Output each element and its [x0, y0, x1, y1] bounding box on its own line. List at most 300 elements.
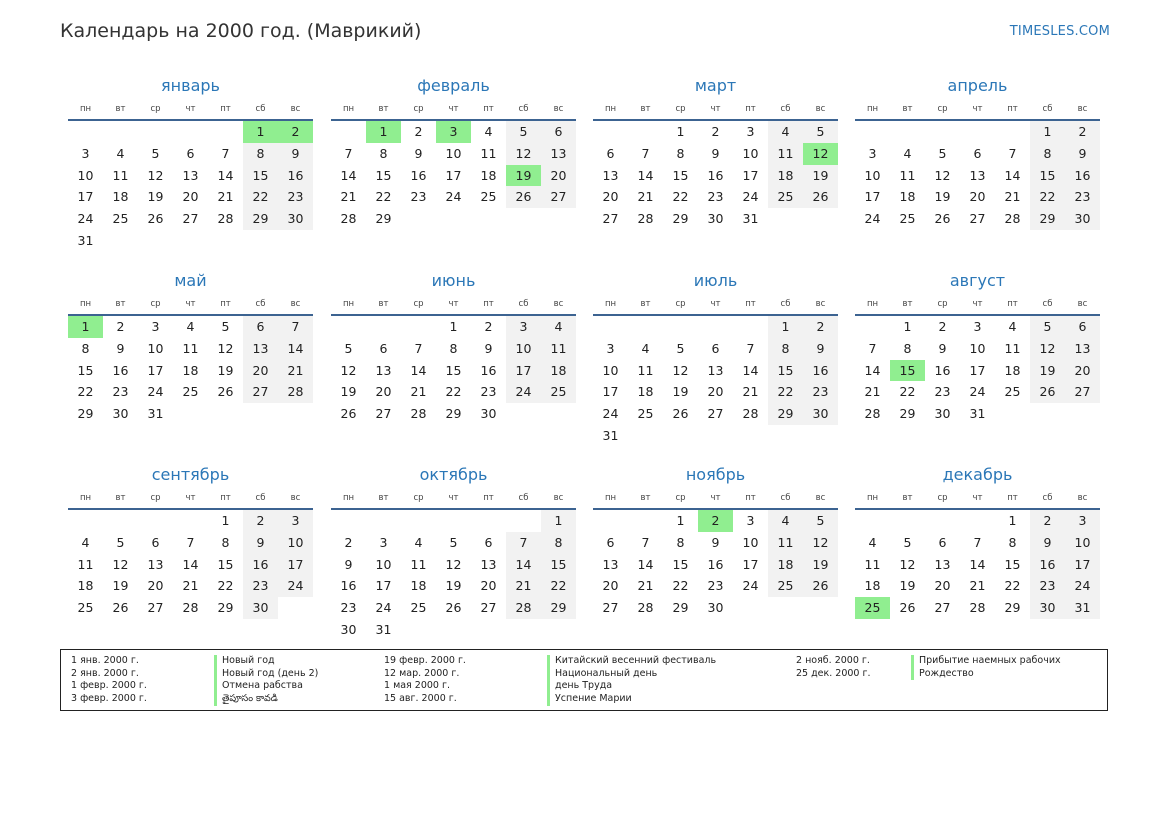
day-cell: 18 [410, 578, 427, 594]
day-cell: 13 [602, 167, 619, 183]
weekday-label: вс [553, 493, 564, 503]
day-cell: 3 [151, 319, 160, 334]
weekday-label: пт [745, 493, 756, 503]
day-cell: 22 [1030, 186, 1065, 208]
empty-cell [890, 121, 925, 143]
day-cell: 8 [379, 145, 388, 161]
day-cell: 2 [711, 124, 720, 139]
empty-cell [890, 510, 925, 532]
month-7 [855, 268, 1100, 425]
day-cell: 9 [344, 556, 353, 572]
legend-date: 15 авг. 2000 г. [384, 693, 457, 705]
weekday-label: сб [780, 104, 791, 114]
day-cell: 28 [340, 211, 357, 227]
weekday-label: сб [255, 104, 266, 114]
day-cell: 16 [112, 362, 129, 378]
day-cell: 29 [541, 597, 576, 619]
weekday-label: пт [1007, 299, 1018, 309]
empty-cell [173, 121, 208, 143]
weekday-label: чт [185, 299, 196, 309]
day-cell: 7 [641, 534, 650, 550]
day-cell: 19 [1030, 360, 1065, 382]
day-cell: 28 [864, 406, 881, 422]
day-cell: 12 [147, 167, 164, 183]
weekday-label: пн [866, 299, 879, 309]
day-cell: 19 [340, 384, 357, 400]
legend-holiday-name: Китайский весенний фестиваль [547, 655, 716, 668]
weekday-label: пт [483, 299, 494, 309]
month-1 [331, 73, 576, 230]
day-cell: 4 [186, 319, 195, 334]
day-cell: 6 [484, 534, 493, 550]
day-cell: 12 [340, 362, 357, 378]
month-4 [68, 268, 313, 425]
day-cell: 11 [1004, 340, 1021, 356]
day-cell: 31 [969, 406, 986, 422]
day-cell: 7 [186, 534, 195, 550]
day-cell: 24 [278, 575, 313, 597]
weekday-label: вт [640, 493, 651, 503]
day-cell: 2 [1030, 510, 1065, 532]
legend-holiday-name: Новый год [214, 655, 318, 668]
day-cell: 10 [506, 338, 541, 360]
empty-cell [331, 316, 366, 338]
day-cell: 28 [1004, 211, 1021, 227]
day-cell: 21 [969, 578, 986, 594]
day-cell: 22 [1004, 578, 1021, 594]
day-cell: 13 [541, 143, 576, 165]
day-cell: 31 [77, 232, 94, 248]
day-cell: 20 [602, 578, 619, 594]
day-grid [331, 316, 576, 425]
legend-date: 2 янв. 2000 г. [71, 667, 139, 679]
day-cell: 17 [742, 167, 759, 183]
weekday-label: ср [675, 299, 686, 309]
empty-cell [401, 510, 436, 532]
day-cell: 18 [637, 384, 654, 400]
weekday-header [855, 292, 1100, 316]
day-cell: 29 [768, 403, 803, 425]
site-link[interactable]: TIMESLES.COM [1009, 24, 1110, 39]
day-cell: 19 [899, 578, 916, 594]
day-cell: 31 [147, 406, 164, 422]
day-cell: 13 [375, 362, 392, 378]
legend-date: 25 дек. 2000 г. [796, 667, 871, 679]
day-cell: 12 [217, 340, 234, 356]
empty-cell [855, 121, 890, 143]
legend-holiday-name: Прибытие наемных рабочих [911, 655, 1061, 668]
day-cell: 10 [445, 145, 462, 161]
day-cell: 27 [243, 381, 278, 403]
day-cell: 3 [278, 510, 313, 532]
day-cell: 20 [969, 189, 986, 205]
day-cell: 7 [506, 532, 541, 554]
day-cell: 9 [116, 340, 125, 356]
weekday-label: сб [518, 493, 529, 503]
weekday-label: чт [448, 299, 459, 309]
day-cell: 13 [1065, 338, 1100, 360]
empty-cell [925, 121, 960, 143]
day-grid [855, 316, 1100, 425]
legend-names-column [911, 655, 1061, 680]
day-cell: 17 [375, 578, 392, 594]
day-cell: 9 [711, 145, 720, 161]
day-cell: 25 [768, 575, 803, 597]
day-cell: 24 [742, 578, 759, 594]
holiday-day-cell: 1 [366, 121, 401, 143]
empty-cell [628, 316, 663, 338]
weekday-label: пн [604, 299, 617, 309]
day-cell: 5 [938, 145, 947, 161]
day-cell: 4 [641, 340, 650, 356]
day-cell: 31 [375, 621, 392, 637]
day-cell: 14 [1004, 167, 1021, 183]
day-cell: 13 [480, 556, 497, 572]
weekday-header [593, 486, 838, 510]
day-grid [855, 510, 1100, 619]
day-cell: 6 [711, 340, 720, 356]
month-5 [331, 268, 576, 425]
day-cell: 21 [340, 189, 357, 205]
day-cell: 25 [182, 384, 199, 400]
day-cell: 8 [676, 534, 685, 550]
weekday-label: ср [413, 299, 424, 309]
day-cell: 7 [1008, 145, 1017, 161]
day-cell: 14 [182, 556, 199, 572]
day-cell: 17 [864, 189, 881, 205]
weekday-label: вс [815, 104, 826, 114]
day-cell: 6 [973, 145, 982, 161]
day-cell: 16 [243, 554, 278, 576]
legend-date: 1 мая 2000 г. [384, 680, 450, 692]
day-cell: 21 [410, 384, 427, 400]
empty-cell [208, 121, 243, 143]
weekday-label: пн [79, 493, 92, 503]
day-cell: 2 [344, 534, 353, 550]
day-cell: 15 [672, 167, 689, 183]
day-cell: 18 [182, 362, 199, 378]
weekday-label: пн [342, 493, 355, 503]
day-cell: 30 [707, 600, 724, 616]
day-cell: 14 [278, 338, 313, 360]
weekday-label: ср [413, 104, 424, 114]
day-cell: 27 [969, 211, 986, 227]
holiday-day-cell: 1 [243, 121, 278, 143]
day-cell: 12 [803, 532, 838, 554]
day-cell: 8 [243, 143, 278, 165]
day-cell: 30 [340, 621, 357, 637]
day-cell: 22 [217, 578, 234, 594]
weekday-label: вс [553, 299, 564, 309]
day-cell: 30 [480, 406, 497, 422]
day-cell: 4 [541, 316, 576, 338]
day-cell: 15 [672, 556, 689, 572]
day-cell: 19 [672, 384, 689, 400]
day-cell: 1 [1008, 513, 1017, 528]
day-cell: 24 [969, 384, 986, 400]
month-name: май [174, 271, 207, 290]
day-cell: 9 [711, 534, 720, 550]
day-cell: 13 [243, 338, 278, 360]
legend-holiday-name: Национальный день [547, 668, 716, 681]
day-cell: 17 [969, 362, 986, 378]
weekday-label: ср [413, 493, 424, 503]
legend-date: 3 февр. 2000 г. [71, 693, 147, 705]
day-cell: 26 [340, 406, 357, 422]
weekday-header [855, 97, 1100, 121]
day-cell: 8 [449, 340, 458, 356]
day-cell: 24 [375, 600, 392, 616]
legend-date: 1 янв. 2000 г. [71, 655, 139, 666]
weekday-label: сб [780, 493, 791, 503]
day-cell: 4 [81, 534, 90, 550]
empty-cell [366, 316, 401, 338]
weekday-label: пт [220, 104, 231, 114]
day-cell: 10 [742, 145, 759, 161]
legend-names-column [547, 655, 716, 706]
day-cell: 11 [768, 532, 803, 554]
weekday-label: чт [972, 493, 983, 503]
weekday-label: вс [1077, 104, 1088, 114]
legend-holiday-name: Рождество [911, 668, 1061, 681]
day-cell: 27 [602, 600, 619, 616]
empty-cell [401, 316, 436, 338]
day-cell: 24 [147, 384, 164, 400]
empty-cell [68, 121, 103, 143]
holiday-day-cell: 25 [855, 597, 890, 619]
day-cell: 11 [768, 143, 803, 165]
weekday-label: вс [290, 493, 301, 503]
day-cell: 18 [768, 554, 803, 576]
day-cell: 6 [186, 145, 195, 161]
day-cell: 5 [903, 534, 912, 550]
day-cell: 20 [243, 360, 278, 382]
empty-cell [855, 510, 890, 532]
day-cell: 2 [243, 510, 278, 532]
weekday-header [68, 97, 313, 121]
day-cell: 10 [375, 556, 392, 572]
day-cell: 13 [147, 556, 164, 572]
weekday-label: вт [378, 493, 389, 503]
weekday-header [68, 486, 313, 510]
day-cell: 8 [768, 338, 803, 360]
weekday-label: чт [448, 104, 459, 114]
day-cell: 19 [112, 578, 129, 594]
day-cell: 26 [899, 600, 916, 616]
weekday-label: вс [815, 493, 826, 503]
day-cell: 21 [217, 189, 234, 205]
day-cell: 12 [506, 143, 541, 165]
holiday-day-cell: 3 [436, 121, 471, 143]
day-cell: 6 [541, 121, 576, 143]
day-cell: 8 [221, 534, 230, 550]
month-9 [331, 462, 576, 641]
day-cell: 27 [1065, 381, 1100, 403]
day-cell: 12 [445, 556, 462, 572]
empty-cell [960, 510, 995, 532]
day-cell: 1 [541, 510, 576, 532]
weekday-label: пт [745, 104, 756, 114]
day-cell: 28 [742, 406, 759, 422]
weekday-label: вт [115, 299, 126, 309]
day-cell: 19 [217, 362, 234, 378]
day-cell: 7 [973, 534, 982, 550]
day-cell: 5 [221, 319, 230, 334]
day-cell: 16 [707, 556, 724, 572]
day-cell: 27 [707, 406, 724, 422]
day-cell: 17 [742, 556, 759, 572]
weekday-label: ср [675, 493, 686, 503]
day-cell: 14 [410, 362, 427, 378]
day-grid [68, 510, 313, 619]
day-cell: 18 [112, 189, 129, 205]
day-cell: 10 [278, 532, 313, 554]
weekday-label: ср [150, 299, 161, 309]
day-cell: 8 [81, 340, 90, 356]
day-grid [855, 121, 1100, 230]
day-cell: 21 [637, 189, 654, 205]
empty-cell [698, 316, 733, 338]
day-cell: 10 [742, 534, 759, 550]
day-cell: 26 [445, 600, 462, 616]
day-cell: 7 [746, 340, 755, 356]
empty-cell [628, 121, 663, 143]
day-cell: 23 [480, 384, 497, 400]
weekday-label: ср [150, 493, 161, 503]
day-cell: 4 [414, 534, 423, 550]
weekday-label: чт [185, 493, 196, 503]
day-cell: 27 [182, 211, 199, 227]
month-name: август [949, 271, 1006, 290]
day-cell: 14 [637, 167, 654, 183]
day-cell: 2 [484, 319, 493, 334]
weekday-label: ср [937, 493, 948, 503]
day-cell: 9 [414, 145, 423, 161]
day-cell: 3 [868, 145, 877, 161]
empty-cell [733, 316, 768, 338]
day-cell: 22 [672, 189, 689, 205]
day-cell: 12 [899, 556, 916, 572]
day-cell: 7 [868, 340, 877, 356]
weekday-label: ср [150, 104, 161, 114]
day-cell: 27 [375, 406, 392, 422]
day-cell: 18 [899, 189, 916, 205]
day-cell: 9 [1065, 143, 1100, 165]
weekday-label: сб [1042, 299, 1053, 309]
day-cell: 28 [217, 211, 234, 227]
day-cell: 1 [676, 513, 685, 528]
weekday-label: пн [79, 299, 92, 309]
day-cell: 14 [340, 167, 357, 183]
empty-cell [436, 510, 471, 532]
day-cell: 5 [151, 145, 160, 161]
weekday-label: пт [1007, 493, 1018, 503]
day-cell: 11 [77, 556, 94, 572]
weekday-label: пт [1007, 104, 1018, 114]
day-cell: 31 [602, 427, 619, 443]
weekday-header [855, 486, 1100, 510]
day-cell: 26 [934, 211, 951, 227]
weekday-label: пн [604, 104, 617, 114]
empty-cell [173, 510, 208, 532]
weekday-label: чт [185, 104, 196, 114]
day-cell: 19 [147, 189, 164, 205]
weekday-label: чт [972, 299, 983, 309]
weekday-label: пт [745, 299, 756, 309]
day-cell: 5 [676, 340, 685, 356]
legend-holiday-name: Отмена рабства [214, 680, 318, 693]
day-cell: 14 [217, 167, 234, 183]
day-cell: 16 [278, 165, 313, 187]
day-cell: 22 [672, 578, 689, 594]
day-cell: 28 [969, 600, 986, 616]
day-cell: 14 [506, 554, 541, 576]
day-cell: 9 [278, 143, 313, 165]
holiday-day-cell: 12 [803, 143, 838, 165]
legend-names-column [214, 655, 318, 706]
empty-cell [103, 510, 138, 532]
weekday-label: вт [640, 104, 651, 114]
day-cell: 20 [1065, 360, 1100, 382]
day-cell: 16 [707, 167, 724, 183]
day-cell: 10 [602, 362, 619, 378]
holiday-day-cell: 2 [278, 121, 313, 143]
day-cell: 6 [243, 316, 278, 338]
day-cell: 1 [221, 513, 230, 528]
day-cell: 28 [506, 597, 541, 619]
day-cell: 30 [1065, 208, 1100, 230]
day-cell: 25 [112, 211, 129, 227]
day-cell: 15 [243, 165, 278, 187]
day-cell: 11 [541, 338, 576, 360]
day-cell: 18 [77, 578, 94, 594]
day-cell: 21 [637, 578, 654, 594]
weekday-label: вт [902, 104, 913, 114]
holiday-legend [60, 649, 1108, 711]
weekday-label: чт [710, 104, 721, 114]
day-cell: 15 [1004, 556, 1021, 572]
weekday-label: пт [220, 493, 231, 503]
day-cell: 23 [1065, 186, 1100, 208]
day-cell: 28 [637, 600, 654, 616]
day-cell: 12 [112, 556, 129, 572]
day-cell: 7 [344, 145, 353, 161]
day-cell: 26 [147, 211, 164, 227]
day-cell: 26 [506, 186, 541, 208]
empty-cell [68, 510, 103, 532]
weekday-label: пт [220, 299, 231, 309]
day-cell: 3 [746, 513, 755, 528]
weekday-header [593, 97, 838, 121]
day-cell: 5 [449, 534, 458, 550]
day-cell: 4 [1008, 319, 1017, 334]
day-cell: 28 [637, 211, 654, 227]
empty-cell [628, 510, 663, 532]
weekday-label: вс [1077, 493, 1088, 503]
day-cell: 15 [768, 360, 803, 382]
day-cell: 2 [938, 319, 947, 334]
day-cell: 30 [112, 406, 129, 422]
day-cell: 3 [1065, 510, 1100, 532]
weekday-label: вс [815, 299, 826, 309]
day-cell: 8 [541, 532, 576, 554]
day-cell: 17 [445, 167, 462, 183]
month-name: октябрь [419, 465, 488, 484]
empty-cell [366, 510, 401, 532]
day-cell: 9 [938, 340, 947, 356]
weekday-label: ср [937, 104, 948, 114]
day-grid [331, 510, 576, 641]
